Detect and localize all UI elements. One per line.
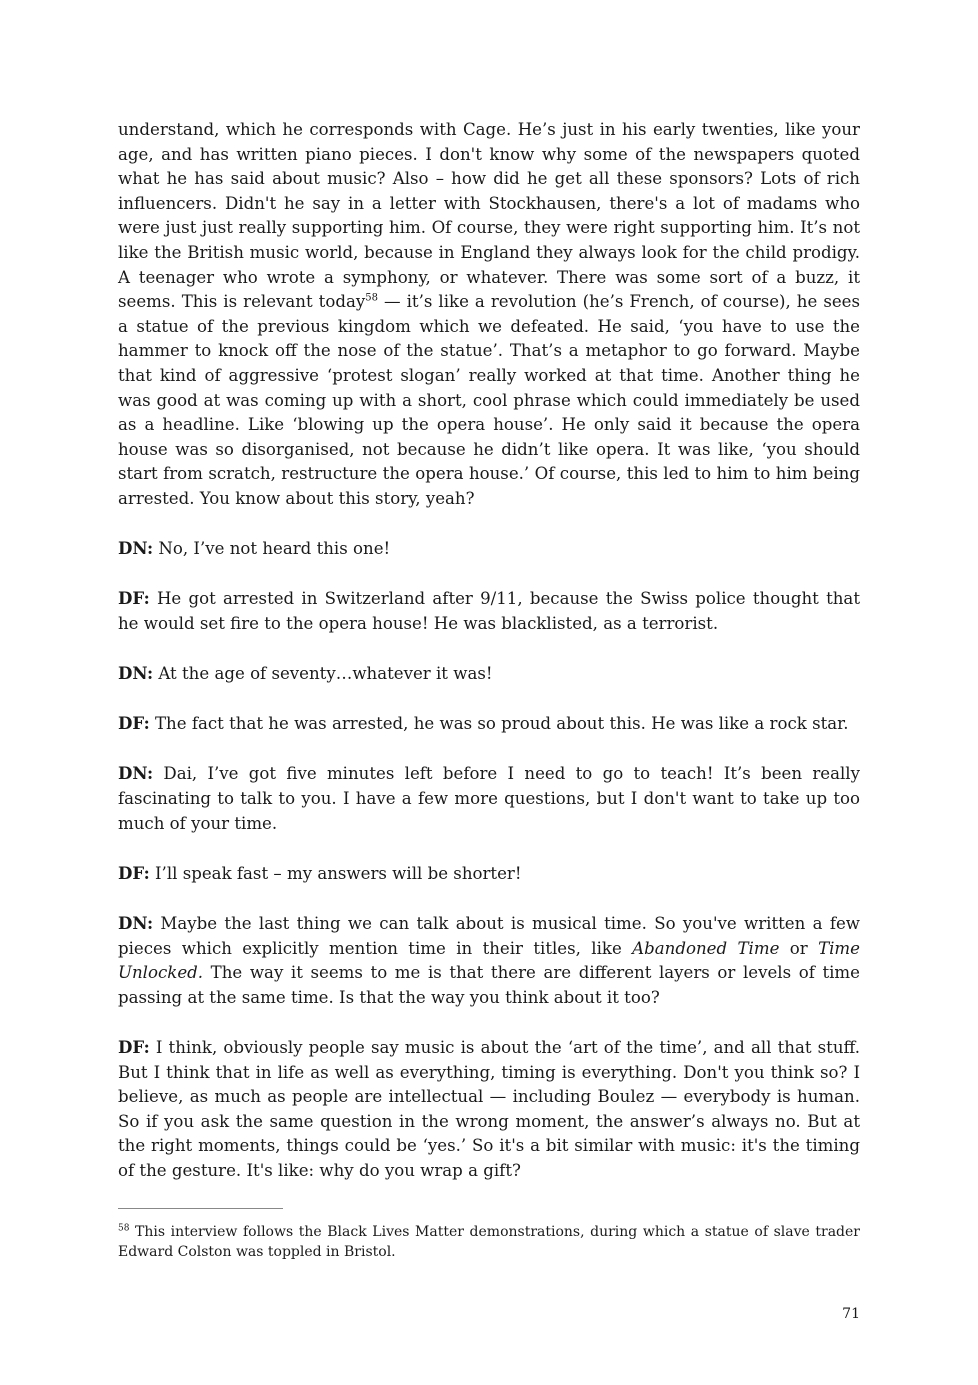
paragraph-5 bbox=[118, 711, 860, 737]
footnote-text: This interview follows the Black Lives Matter demonstrations, during which a statue of slave trader Edward Colston was toppled in Bristol. bbox=[118, 1224, 860, 1260]
speaker-label: DF: bbox=[118, 1036, 150, 1057]
footnote-58 bbox=[118, 1222, 860, 1262]
paragraph-8 bbox=[118, 911, 860, 1010]
speaker-label: DF: bbox=[118, 713, 150, 734]
paragraph-1-text-b: — it’s like a revolution (he’s French, of course), he sees a statue of the previous kingdom which we defeated. He said, ‘you have to use the hammer to knock off the nose of the statue’. That’s a metaphor to go forward. Maybe that kind of aggressive ‘protest slogan’ really worked at that time. Another thing he was good at was coming up with a short, cool phrase which could immediately be used as a headline. Like ‘blowing up the opera house’. He only said it because the opera house was so disorganised, not because he didn’t like opera. It was like, ‘you should start from scratch, restructure the opera house.’ Of course, this led to him to him being arrested. You know about this story, yeah? bbox=[118, 292, 861, 508]
paragraph-3-text: He got arrested in Switzerland after 9/11, because the Swiss police thought that he would set fire to the opera house! He was blacklisted, as a terrorist. bbox=[118, 589, 860, 633]
paragraph-4-text: At the age of seventy…whatever it was! bbox=[153, 664, 493, 684]
paragraph-2 bbox=[118, 536, 860, 562]
paragraph-7 bbox=[118, 861, 860, 887]
paragraph-1-text-a: understand, which he corresponds with Cage. He’s just in his early twenties, like your age, and has written piano pieces. I don't know why some of the newspapers quoted what he has said about music? Also – how did he get all these sponsors? Lots of rich influencers. Didn't he say in a letter with Stockhausen, there's a lot of madams who were just just really supporting him. Of course, they were right supporting him. It’s not like the British music world, because in England they always look for the child prodigy. A teenager who wrote a symphony, or whatever. There was some sort of a buzz, it seems. This is relevant today bbox=[118, 120, 860, 312]
paragraph-1 bbox=[118, 118, 860, 512]
speaker-label: DN: bbox=[118, 763, 154, 784]
paragraph-8-text-c: The way it seems to me is that there are different layers or levels of time passing at the same time. Is that the way you think about it too? bbox=[118, 963, 860, 1007]
speaker-label: DN: bbox=[118, 538, 154, 559]
page-body bbox=[118, 118, 860, 1208]
footnote-divider bbox=[118, 1208, 283, 1209]
paragraph-2-text: No, I’ve not heard this one! bbox=[153, 539, 391, 559]
paragraph-6-text: Dai, I’ve got five minutes left before I need to go to teach! It’s been really fascinating to talk to you. I have a few more questions, but I don't want to take up too much of your time. bbox=[118, 764, 860, 833]
page-number: 71 bbox=[842, 1306, 860, 1322]
paragraph-8-text-b: or bbox=[779, 938, 819, 958]
speaker-label: DF: bbox=[118, 588, 150, 609]
paragraph-4 bbox=[118, 661, 860, 687]
paragraph-3 bbox=[118, 586, 860, 636]
speaker-label: DF: bbox=[118, 862, 150, 883]
speaker-label: DN: bbox=[118, 913, 154, 933]
paragraph-9 bbox=[118, 1035, 860, 1184]
paragraph-7-text: I’ll speak fast – my answers will be shorter! bbox=[149, 863, 522, 883]
footnote-ref-58[interactable]: 58 bbox=[365, 292, 378, 304]
paragraph-6 bbox=[118, 761, 860, 836]
paragraph-8-text-a: Maybe the last thing we can talk about is musical time. So you've written a few pieces which explicitly mention time in their titles, like bbox=[118, 914, 860, 958]
footnote-number: 58 bbox=[118, 1223, 130, 1234]
paragraph-9-text: I think, obviously people say music is about the ‘art of the time’, and all that stuff. But I think that in life as well as everything, timing is everything. Don't you think so? I believe, as much as people are intellectual — including Boulez — everybody is human. So if you ask the same question in the wrong moment, the answer’s always no. But at the right moments, things could be ‘yes.’ So it's a bit similar with music: it's the timing of the gesture. It's like: why do you wrap a gift? bbox=[118, 1037, 860, 1180]
work-title-abandoned-time: Abandoned Time bbox=[632, 938, 780, 958]
work-title-time-unlocked: Time Unlocked. bbox=[118, 938, 860, 983]
speaker-label: DN: bbox=[118, 663, 154, 684]
paragraph-5-text: The fact that he was arrested, he was so proud about this. He was like a rock star. bbox=[149, 714, 849, 734]
